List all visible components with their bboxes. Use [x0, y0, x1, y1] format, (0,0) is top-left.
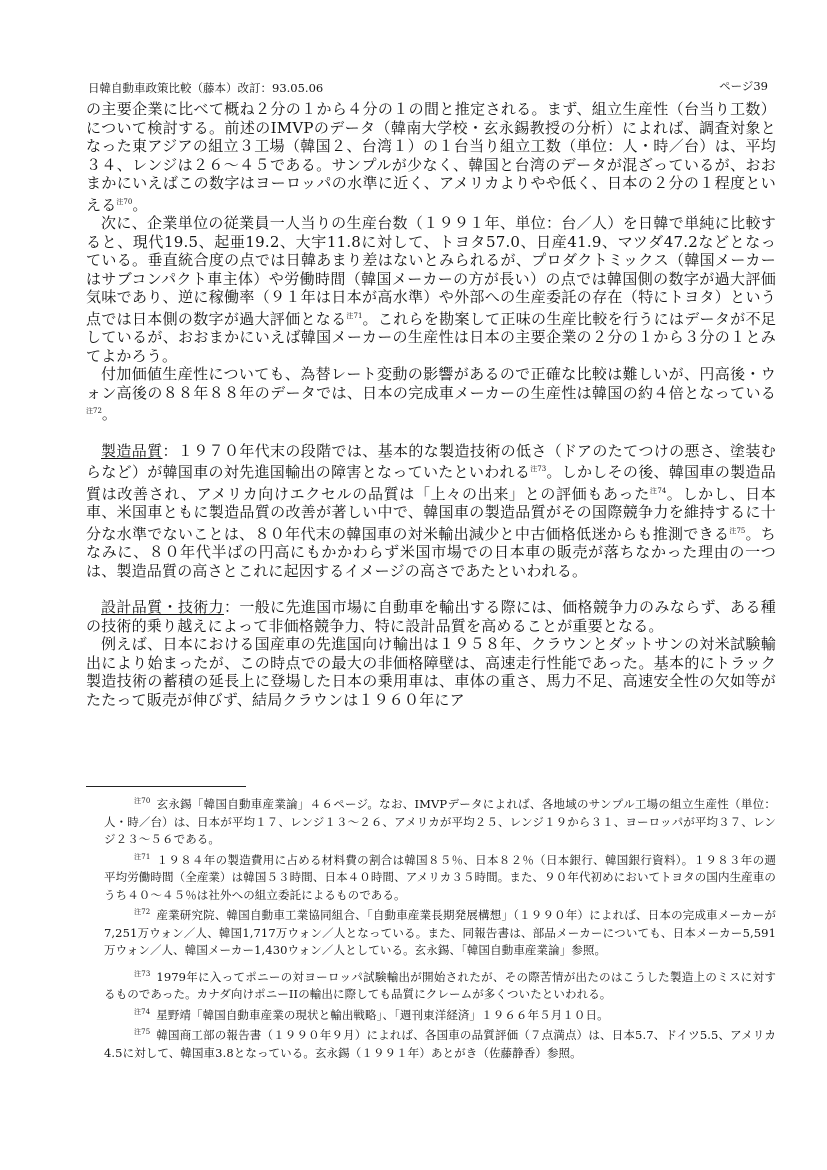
footnote-ref: 注71: [346, 311, 363, 320]
footnote-ref: 注75: [729, 526, 746, 535]
footnotes: [86, 786, 776, 1062]
section-heading: 設計品質・技術力: [101, 598, 224, 616]
footnote: [86, 849, 776, 905]
footnote-mark: 注72: [134, 908, 151, 916]
footnote-text: 1979年に入ってポニーの対ヨーロッパ試験輸出が開始されたが、その際苦情が出たのはこうした製造上のミスに対するものであった。カナダ向けポニーIIの輸出に際しても品質にクレームが多くついたといわれる。: [104, 969, 776, 1001]
footnote-mark: 注71: [134, 852, 151, 861]
footnote-mark: 注75: [134, 1028, 151, 1036]
paragraph-text: 付加価値生産性についても、為替レート変動の影響があるので正確な比較は難しいが、円高後・ウォン高後の８８年８８年のデータでは、日本の完成車メーカーの生産性は韓国の約４倍となっている: [86, 365, 776, 402]
paragraph-text: ：一般に先進国市場に自動車を輸出する際には、価格競争力のみならず、ある種の技術的乗り越えによって非価格競争力、特に設計品質を高めることが重要となる。: [86, 598, 776, 635]
footnote-mark: 注74: [134, 1007, 151, 1016]
paragraph-text: 。: [101, 405, 118, 423]
footnote: [86, 793, 776, 849]
paragraph: [86, 214, 776, 365]
footnote-text: 星野靖「韓国自動車産業の現状と輸出戦略」、「週刊東洋経済」１９６６年５月１０日。: [156, 1007, 609, 1022]
page-number: ページ39: [719, 79, 768, 93]
paragraph: [86, 598, 776, 635]
paragraph-text: ：１９７０年代末の段階では、基本的な製造技術の低さ（ドアのたてつけの悪さ、塗装むらなど）が韓国車の対先進国輸出の障害となっていたといわれる: [86, 441, 776, 481]
paragraph-text: 。しかしその後、韓国車の製造品質は改善され、アメリカ向けエクセルの品質は「上々の出来」との評価もあった: [86, 463, 776, 503]
paragraph: [86, 100, 776, 214]
footnote-ref: 注70: [116, 197, 133, 206]
footnote: [86, 966, 776, 1004]
footnote-text: 韓国商工部の報告書（１９９０年９月）によれば、各国車の品質評価（７点満点）は、日本5.7、ドイツ5.5、アメリカ4.5に対して、韓国車3.8となっている。玄永錫（１９９１年）あとがき（佐藤静香）参照。: [104, 1028, 776, 1060]
page-header: [88, 78, 768, 96]
footnote-ref: 注72: [86, 407, 102, 415]
footnote-mark: 注70: [134, 797, 151, 805]
body-text: [86, 100, 776, 709]
section-heading: 製造品質: [101, 441, 163, 460]
paragraph: [86, 442, 776, 581]
paragraph-text: の主要企業に比べて概ね２分の１から４分の１の間と推定される。まず、組立生産性（台当り工数）について検討する。前述のIMVPのデータ（韓南大学校・玄永錫教授の分析）によれば、調査対象となった東アジアの組立３工場（韓国２、台湾１）の１台当り組立工数（単位：人・時／台）は、平均３４、レンジは２６～４５である。サンプルが少なく、韓国と台湾のデータが混ざっているが、おおまかにいえばこの数字はヨーロッパの水準に近く、アメリカよりやや低く、日本の２分の１程度といえる: [86, 100, 776, 214]
footnote: [86, 904, 776, 960]
footnote: [86, 1004, 776, 1025]
document-title: 日韓自動車政策比較（藤本）改訂：93.05.06: [88, 81, 324, 95]
footnote-rule: [86, 786, 246, 787]
paragraph-text: 例えば、日本における国産車の先進国向け輸出は１９５８年、クラウンとダットサンの対米試験輸出により始まったが、この時点での最大の非価格障壁は、高速走行性能であった。基本的にトラック製造技術の蓄積の延長上に登場した日本の乗用車は、車体の重さ、馬力不足、高速安全性の欠如等がたたって販売が伸びず、結局クラウンは１９６０年にア: [86, 635, 776, 709]
footnote-text: １９８４年の製造費用に占める材料費の割合は韓国８５％、日本８２％（日本銀行、韓国銀行資料）。１９８３年の週平均労働時間（全産業）は韓国５３時間、日本４０時間、アメリカ３５時間。また、９０年代初めにおいてトヨタの国内生産車のうち４０～４５％は社外への組立委託によるものである。: [104, 852, 776, 902]
paragraph-text: 。ちなみに、８０年代半ばの円高にもかかわらず米国市場での日本車の販売が落ちなかった理由の一つは、製造品質の高さとこれに起因するイメージの高さであたといわれる。: [86, 524, 776, 580]
paragraph-text: 次に、企業単位の従業員一人当りの生産台数（１９９１年、単位：台／人）を日韓で単純に比較すると、現代19.5、起亜19.2、大宇11.8に対して、トヨタ57.0、日産41.9、マツダ47.2などとなっている。垂直統合度の点では日韓あまり差はないとみられるが、プロダクトミックス（韓国メーカーはサブコンパクト車主体）や労働時間（韓国メーカーの方が長い）の点では韓国側の数字が過大評価気味であり、逆に稼働率（９１年は日本が高水準）や外部への生産委託の存在（特にトヨタ）という点では日本側の数字が過大評価となる: [86, 214, 776, 328]
paragraph-text: 。しかし、日本車、米国車ともに製造品質の改善が著しい中で、韓国車の製造品質がその国際競争力を維持するに十分な水準でないことは、８０年代末の韓国車の対米輸出減少と中古価格低迷からも推測できる: [86, 484, 777, 543]
footnote-ref: 注74: [649, 486, 667, 495]
footnote-ref: 注73: [530, 465, 547, 473]
paragraph: [86, 635, 776, 709]
paragraph: [86, 365, 776, 424]
paragraph-text: 。: [132, 195, 148, 214]
footnote: [86, 1024, 776, 1062]
paragraph-text: 。これらを勘案して正味の生産比較を行うにはデータが不足しているが、おおまかにいえば韓国メーカーの生産性は日本の主要企業の２分の１から３分の１とみてよかろう。: [86, 309, 776, 365]
footnote-text: 玄永錫「韓国自動車産業論」４６ページ。なお、IMVPデータによれば、各地域のサンプル工場の組立生産性（単位：人・時／台）は、日本が平均１７、レンジ１３～２６、アメリカが平均２５、レンジ１９から３１、ヨーロッパが平均３７、レンジ２３～５６である。: [104, 797, 776, 846]
footnote-mark: 注73: [134, 969, 151, 978]
footnote-text: 産業研究院、韓国自動車工業協同組合、「自動車産業長期発展構想」（１９９０年）によれば、日本の完成車メーカーが7,251万ウォン／人、韓国1,717万ウォン／人となっている。また、同報告書は、部品メーカーについても、日本メーカー5,591万ウォン／人、韓国メーカー1,430ウォン／人としている。玄永錫、「韓国自動車産業論」参照。: [104, 908, 776, 957]
